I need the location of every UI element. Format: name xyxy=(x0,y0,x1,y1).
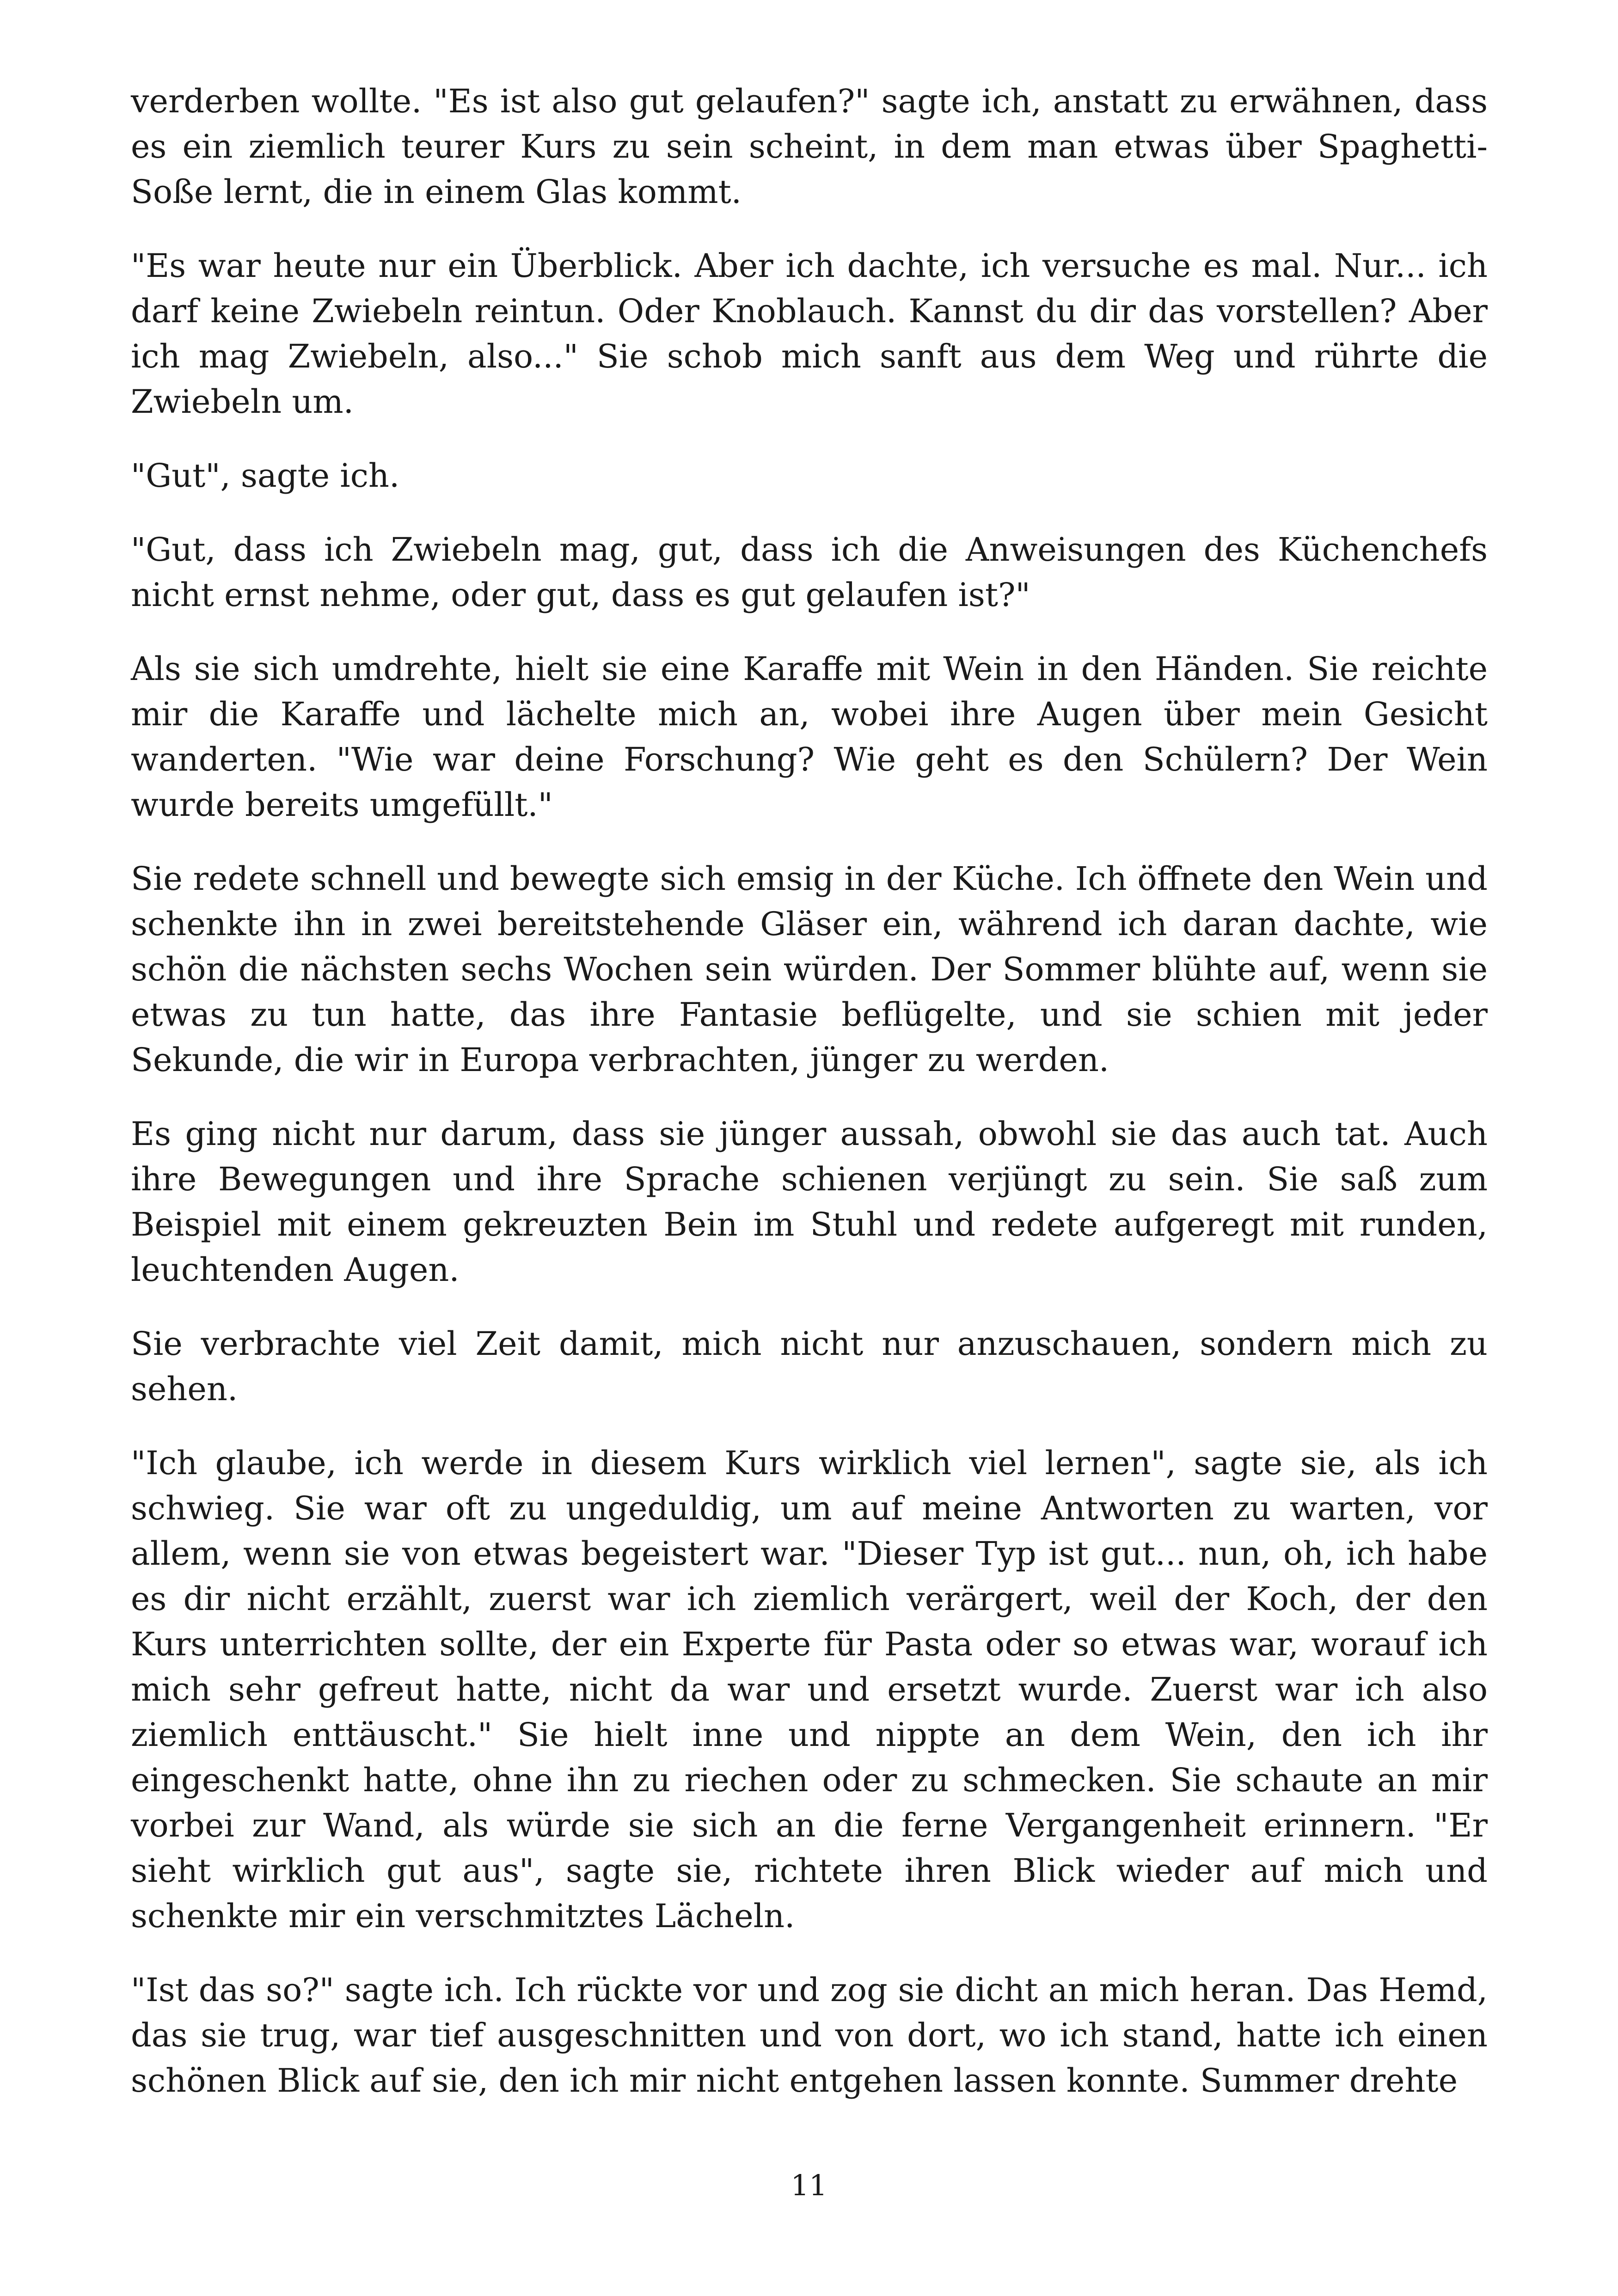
paragraph-8: Sie verbrachte viel Zeit damit, mich nicht nur anzuschauen, sondern mich zu sehen. xyxy=(131,1325,1488,1408)
paragraph-10: "Ist das so?" sagte ich. Ich rückte vor und zog sie dicht an mich heran. Das Hemd, das sie trug, war tief ausgeschnitten und von dort, wo ich stand, hatte ich einen schönen Blick auf sie, den ich mir nicht entgehen lassen konnte. Summer drehte xyxy=(131,1971,1488,2100)
paragraph-2: "Es war heute nur ein Überblick. Aber ich dachte, ich versuche es mal. Nur... ich darf keine Zwiebeln reintun. Oder Knoblauch. Kannst du dir das vorstellen? Aber ich mag Zwiebeln, also..." Sie schob mich sanft aus dem Weg und rührte die Zwiebeln um. xyxy=(131,247,1488,421)
paragraph-7: Es ging nicht nur darum, dass sie jünger aussah, obwohl sie das auch tat. Auch ihre Bewegungen und ihre Sprache schienen verjüngt zu sein. Sie saß zum Beispiel mit einem gekreuzten Bein im Stuhl und redete aufgeregt mit runden, leuchtenden Augen. xyxy=(131,1115,1488,1289)
page-number: 11 xyxy=(791,2168,827,2202)
paragraph-4: "Gut, dass ich Zwiebeln mag, gut, dass ich die Anweisungen des Küchenchefs nicht ernst nehme, oder gut, dass es gut gelaufen ist?" xyxy=(131,531,1488,614)
paragraph-1: verderben wollte. "Es ist also gut gelaufen?" sagte ich, anstatt zu erwähnen, dass es ein ziemlich teurer Kurs zu sein scheint, in dem man etwas über Spaghetti-Soße lernt, die in einem Glas kommt. xyxy=(131,82,1488,211)
body-text xyxy=(131,79,1488,2103)
paragraph-9: "Ich glaube, ich werde in diesem Kurs wirklich viel lernen", sagte sie, als ich schwieg. Sie war oft zu ungeduldig, um auf meine Antworten zu warten, vor allem, wenn sie von etwas begeistert war. "Dieser Typ ist gut... nun, oh, ich habe es dir nicht erzählt, zuerst war ich ziemlich verärgert, weil der Koch, der den Kurs unterrichten sollte, der ein Experte für Pasta oder so etwas war, worauf ich mich sehr gefreut hatte, nicht da war und ersetzt wurde. Zuerst war ich also ziemlich enttäuscht." Sie hielt inne und nippte an dem Wein, den ich ihr eingeschenkt hatte, ohne ihn zu riechen oder zu schmecken. Sie schaute an mir vorbei zur Wand, als würde sie sich an die ferne Vergangenheit erinnern. "Er sieht wirklich gut aus", sagte sie, richtete ihren Blick wieder auf mich und schenkte mir ein verschmitztes Lächeln. xyxy=(131,1444,1488,1935)
paragraph-3: "Gut", sagte ich. xyxy=(131,457,400,495)
paragraph-5: Als sie sich umdrehte, hielt sie eine Karaffe mit Wein in den Händen. Sie reichte mir die Karaffe und lächelte mich an, wobei ihre Augen über mein Gesicht wanderten. "Wie war deine Forschung? Wie geht es den Schülern? Der Wein wurde bereits umgefüllt." xyxy=(131,650,1488,824)
paragraph-6: Sie redete schnell und bewegte sich emsig in der Küche. Ich öffnete den Wein und schenkte ihn in zwei bereitstehende Gläser ein, während ich daran dachte, wie schön die nächsten sechs Wochen sein würden. Der Sommer blühte auf, wenn sie etwas zu tun hatte, das ihre Fantasie beflügelte, und sie schien mit jeder Sekunde, die wir in Europa verbrachten, jünger zu werden. xyxy=(131,860,1488,1079)
